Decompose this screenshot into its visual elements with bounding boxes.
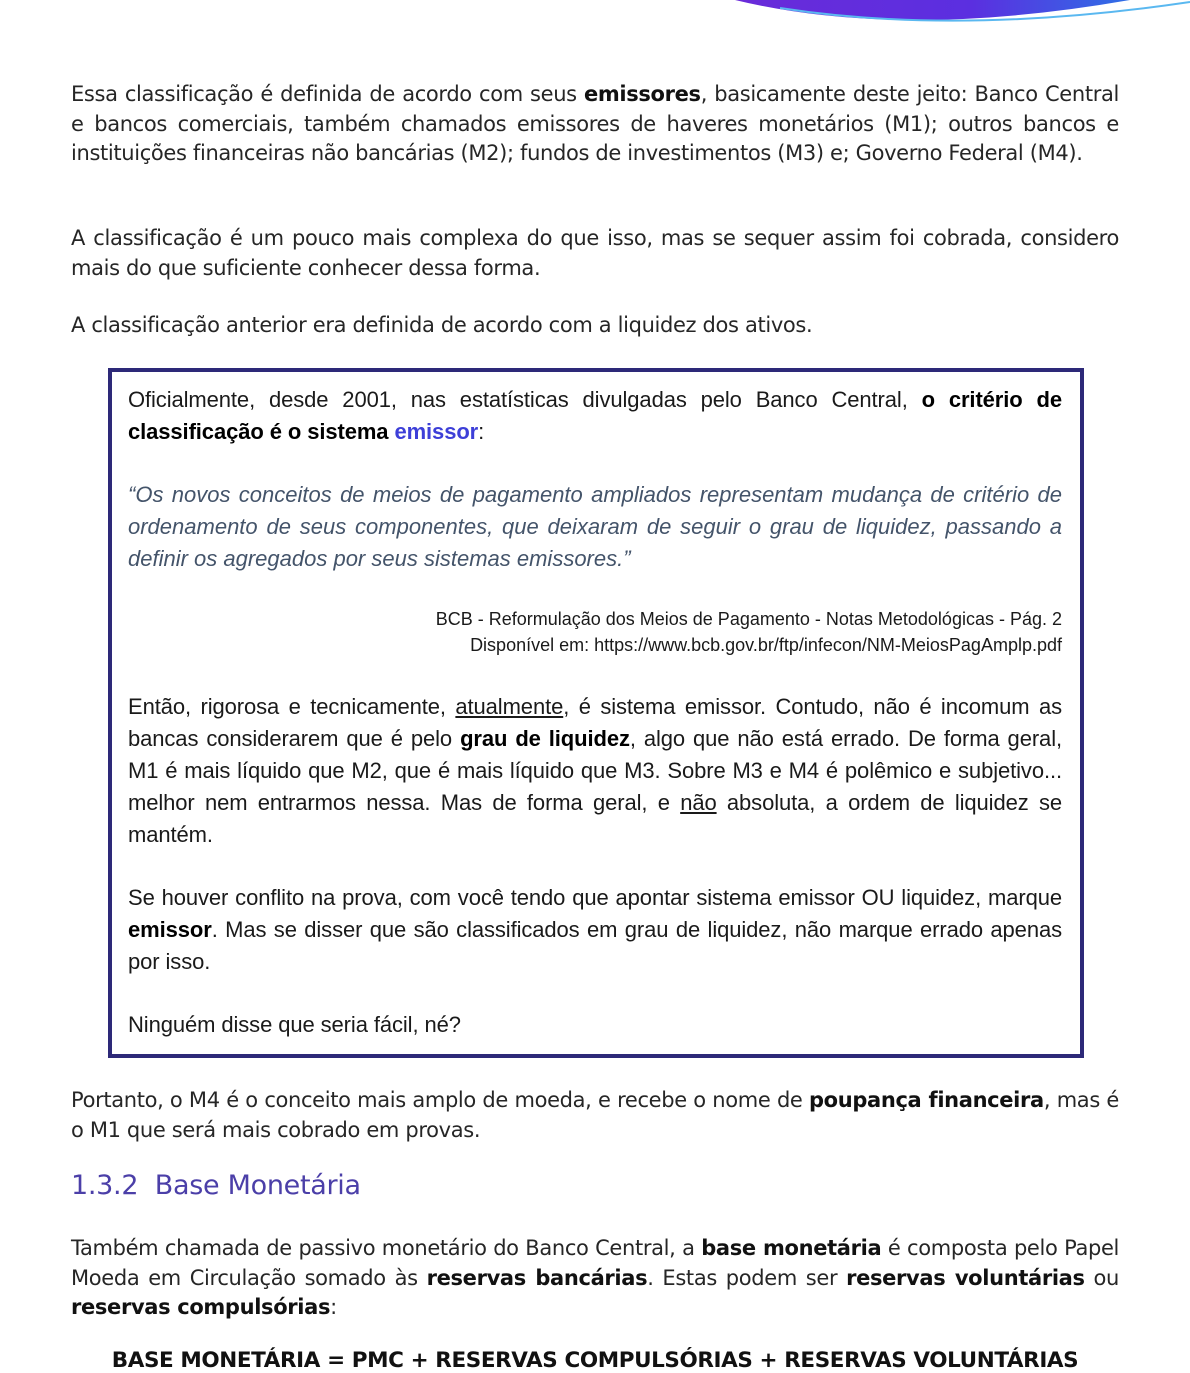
box-quote: “Os novos conceitos de meios de pagamento ampliados representam mudança de critério de ordenamento de seus componentes, que deixaram de seguir o grau de liquidez, passando a definir os agregados por seus sistemas emissores.” xyxy=(128,482,1062,571)
paragraph-previous-classification: A classificação anterior era definida de acordo com a liquidez dos ativos. xyxy=(71,313,813,337)
section-title: Base Monetária xyxy=(154,1170,361,1201)
formula-base-monetaria: BASE MONETÁRIA = PMC + RESERVAS COMPULSÓRIAS + RESERVAS VOLUNTÁRIAS xyxy=(111,1348,1079,1373)
source-citation: BCB - Reformulação dos Meios de Pagamento - Notas Metodológicas - Pág. 2 xyxy=(435,609,1062,629)
box-paragraph-conflict: Se houver conflito na prova, com você tendo que apontar sistema emissor OU liquidez, marque emissor. Mas se disser que são classificados em grau de liquidez, não marque errado apenas por isso. xyxy=(128,885,1062,974)
box-paragraph-liquidez: Então, rigorosa e tecnicamente, atualmente, é sistema emissor. Contudo, não é incomum as bancas considerarem que é pelo grau de liquidez, algo que não está errado. De forma geral, M1 é mais líquido que M2, que é mais líquido que M3. Sobre M3 e M4 é polêmico e subjetivo... melhor nem entrarmos nessa. Mas de forma geral, e não absoluta, a ordem de liquidez se mantém. xyxy=(128,694,1062,847)
paragraph-poupanca: Portanto, o M4 é o conceito mais amplo de moeda, e recebe o nome de poupança financeira, mas é o M1 que será mais cobrado em provas. xyxy=(71,1088,1119,1142)
header-swoosh-decoration xyxy=(0,0,1190,40)
paragraph-complexity: A classificação é um pouco mais complexa do que isso, mas se sequer assim foi cobrada, considero mais do que suficiente conhecer dessa forma. xyxy=(71,226,1119,280)
section-heading xyxy=(71,1170,361,1201)
paragraph-base-monetaria: Também chamada de passivo monetário do Banco Central, a base monetária é composta pelo Papel Moeda em Circulação somado às reservas bancárias. Estas podem ser reservas voluntárias ou reservas compulsórias: xyxy=(71,1236,1120,1319)
paragraph-emissores: Essa classificação é definida de acordo com seus emissores, basicamente deste jeito: Banco Central e bancos comerciais, também chamados emissores de haveres monetários (M1); outros bancos e instituições financeiras não bancárias (M2); fundos de investimentos (M3) e; Governo Federal (M4). xyxy=(71,82,1119,165)
box-intro: Oficialmente, desde 2001, nas estatísticas divulgadas pelo Banco Central, o critério de classificação é o sistema emissor: xyxy=(128,387,1062,444)
section-number: 1.3.2 xyxy=(71,1170,139,1201)
box-paragraph-closing: Ninguém disse que seria fácil, né? xyxy=(128,1012,461,1037)
source-link[interactable]: Disponível em: https://www.bcb.gov.br/ftp/infecon/NM-MeiosPagAmplp.pdf xyxy=(470,635,1062,655)
